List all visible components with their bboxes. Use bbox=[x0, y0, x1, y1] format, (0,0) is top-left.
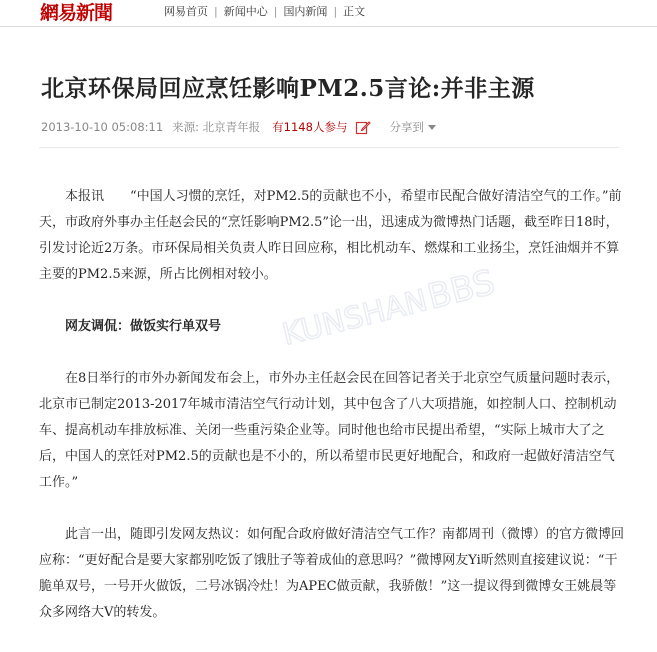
breadcrumb-separator: | bbox=[333, 5, 338, 18]
article-source[interactable]: 来源: 北京青年报 bbox=[172, 120, 261, 134]
svg-text:BBS: BBS bbox=[423, 262, 499, 318]
breadcrumb-current: 正文 bbox=[343, 5, 366, 18]
article-paragraph: 本报讯 “中国人习惯的烹饪，对PM2.5的贡献也不小，希望市民配合做好清洁空气的工作。”前天，市政府外事办主任赵会民的“烹饪影响PM2.5”论一出，迅速成为微博热门话题，截至昨日18时，引发讨论近2万条。市环保局相关负责人昨日回应称，相比机动车、燃煤和工业扬尘，烹饪油烟并不算主要的PM2.5来源，所占比例相对较小。 bbox=[39, 189, 622, 282]
breadcrumb-news-center-link[interactable]: 新闻中心 bbox=[223, 5, 268, 18]
article-paragraph: 此言一出，随即引发网友热议：如何配合政府做好清洁空气工作？南都周刊（微博）的官方微博回应称：“更好配合是要大家都别吃饭了饿肚子等着成仙的意思吗？”微博网友Yi昕然则直接建议说：“干脆单双号，一号开火做饭，二号冰锅冷灶！为APEC做贡献，我骄傲！”这一提议得到微博女王姚晨等众多网络大V的转发。 bbox=[39, 527, 625, 620]
logo-text-netease: 網易 bbox=[40, 2, 77, 24]
article-subheading: 网友调侃：做饭实行单双号 bbox=[65, 319, 222, 334]
header-divider bbox=[0, 26, 657, 27]
participants-link[interactable] bbox=[272, 119, 347, 135]
breadcrumb bbox=[164, 3, 365, 19]
article-paragraph: 在8日举行的市外办新闻发布会上，市外办主任赵会民在回答记者关于北京空气质量问题时表示，北京市已制定2013-2017年城市清洁空气行动计划，其中包含了八大项措施，如控制人口、控制机动车、提高机动车排放标准、关闭一些重污染企业等。同时他也给市民提出希望，“实际上城市大了之后，中国人的烹饪对PM2.5的贡献也是不小的，所以希望市民更好地配合，和政府一起做好清洁空气工作。” bbox=[39, 371, 620, 490]
top-navigation-bar bbox=[0, 0, 657, 22]
breadcrumb-home-link[interactable]: 网易首页 bbox=[164, 5, 208, 18]
publish-datetime: 2013-10-10 05:08:11 bbox=[41, 120, 164, 134]
meta-divider bbox=[39, 147, 619, 148]
share-to-label[interactable]: 分享到 bbox=[389, 120, 424, 134]
breadcrumb-domestic-news-link[interactable]: 国内新闻 bbox=[283, 5, 328, 18]
svg-text:KUNSHAN: KUNSHAN bbox=[279, 283, 431, 353]
netease-news-logo[interactable] bbox=[40, 0, 112, 25]
participants-count: 有1148人参与 bbox=[272, 120, 348, 134]
breadcrumb-separator: | bbox=[214, 5, 218, 18]
logo-text-news: 新聞 bbox=[76, 2, 113, 24]
breadcrumb-separator: | bbox=[273, 5, 278, 18]
article-title: 北京环保局回应烹饪影响PM2.5言论:并非主源 bbox=[41, 75, 535, 102]
kunshan-bbs-watermark bbox=[260, 250, 510, 370]
article-meta bbox=[41, 119, 436, 135]
pencil-edit-icon[interactable] bbox=[355, 119, 371, 135]
caret-down-icon[interactable] bbox=[428, 125, 436, 130]
